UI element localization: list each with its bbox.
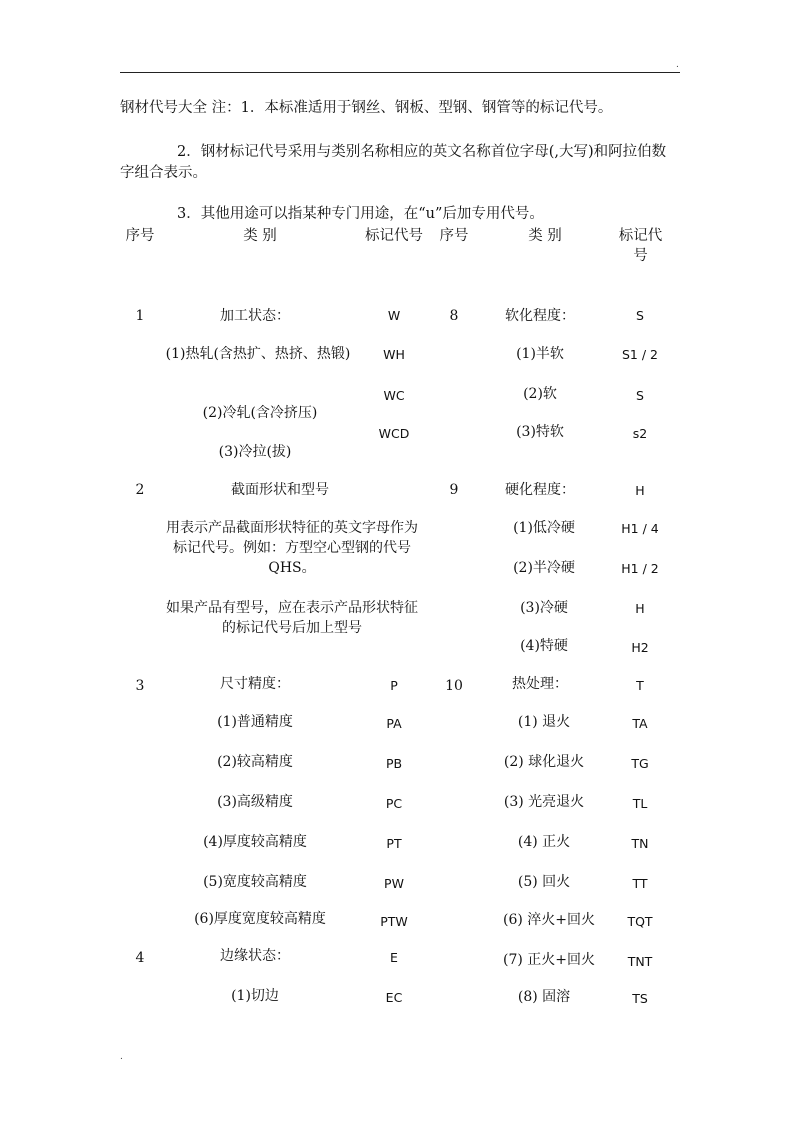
code-value: H2 xyxy=(631,640,649,655)
footer-mark: . xyxy=(120,1052,123,1062)
category-item: (6) 淬火+回火 xyxy=(502,912,595,928)
header-no-left: 序号 xyxy=(125,228,155,244)
category-item: (1) 退火 xyxy=(517,714,571,730)
row-number: 1 xyxy=(135,308,145,324)
code-value: T xyxy=(636,678,644,693)
header-code-right: 标记代号 xyxy=(618,228,663,264)
code-value: W xyxy=(387,308,401,323)
code-value: TN xyxy=(631,836,649,851)
category-item: (1)热轧(含热扩、热挤、热锻) xyxy=(165,346,351,362)
code-value: TA xyxy=(632,716,648,731)
code-value: TQT xyxy=(627,914,653,929)
category-item: (4) 正火 xyxy=(517,834,571,850)
code-value: H xyxy=(635,601,645,616)
category-heading: 截面形状和型号 xyxy=(231,482,329,498)
header-category-right: 类 别 xyxy=(528,228,562,244)
category-item: (2) 球化退火 xyxy=(503,754,585,770)
header-no-right: 序号 xyxy=(439,228,469,244)
category-note: 用表示产品截面形状特征的英文字母作为标记代号。例如：方型空心型钢的代号 QHS。 xyxy=(166,520,418,576)
category-item: (3)高级精度 xyxy=(217,794,293,810)
category-note: 如果产品有型号，应在表示产品形状特征的标记代号后加上型号 xyxy=(166,600,418,636)
code-value: H1 / 4 xyxy=(621,521,659,536)
category-item: (4)特硬 xyxy=(520,638,568,654)
code-value: PT xyxy=(386,836,402,851)
category-item: (4)厚度较高精度 xyxy=(203,834,307,850)
header-code-left: 标记代号 xyxy=(365,228,423,244)
category-heading: 加工状态： xyxy=(220,308,290,324)
category-heading: 热处理： xyxy=(512,676,568,692)
header-category-left: 类 别 xyxy=(243,228,277,244)
code-value: H xyxy=(635,483,645,498)
category-item: (2)冷轧(含冷挤压) xyxy=(202,405,318,421)
category-heading: 边缘状态： xyxy=(220,948,290,964)
category-item: (2)较高精度 xyxy=(217,754,293,770)
category-heading: 尺寸精度： xyxy=(220,676,290,692)
intro-line-3: 3．其他用途可以指某种专门用途，在“u”后加专用代号。 xyxy=(177,206,544,222)
code-value: PTW xyxy=(380,914,408,929)
intro-line-1: 钢材代号大全 注：1．本标准适用于钢丝、钢板、型钢、钢管等的标记代号。 xyxy=(120,100,613,116)
category-item: (5) 回火 xyxy=(517,874,571,890)
category-heading: 软化程度： xyxy=(505,308,575,324)
category-item: (5)宽度较高精度 xyxy=(203,874,307,890)
code-value: WC xyxy=(383,388,405,403)
code-value: TG xyxy=(631,756,649,771)
row-number: 4 xyxy=(135,950,145,966)
row-number: 2 xyxy=(135,482,145,498)
code-value: PC xyxy=(385,796,403,811)
code-value: S xyxy=(636,388,644,403)
category-item: (3)冷硬 xyxy=(520,600,568,616)
code-value: PW xyxy=(384,876,404,891)
header-mark: . xyxy=(676,60,679,70)
category-item: (1)普通精度 xyxy=(217,714,293,730)
category-item: (8) 固溶 xyxy=(517,989,571,1005)
code-value: PA xyxy=(386,716,402,731)
intro-line-2: 2．钢材标记代号采用与类别名称相应的英文名称首位字母(,大写)和阿拉伯数字组合表示。 xyxy=(120,144,667,181)
category-item: (1)切边 xyxy=(231,988,279,1004)
category-item: (3)特软 xyxy=(516,424,564,440)
code-value: TT xyxy=(632,876,648,891)
code-value: PB xyxy=(385,756,403,771)
code-value: WH xyxy=(383,347,405,362)
category-item: (2)软 xyxy=(523,386,557,402)
row-number: 9 xyxy=(449,482,459,498)
code-value: E xyxy=(390,950,398,965)
code-value: P xyxy=(390,678,398,693)
category-item: (6)厚度宽度较高精度 xyxy=(194,911,326,927)
code-value: TNT xyxy=(627,954,653,969)
code-value: WCD xyxy=(378,426,410,441)
category-item: (1)低冷硬 xyxy=(513,520,575,536)
category-item: (3)冷拉(拔) xyxy=(218,444,292,460)
code-value: S1 / 2 xyxy=(622,347,658,362)
category-item: (7) 正火+回火 xyxy=(502,952,595,968)
row-number: 3 xyxy=(135,678,145,694)
code-value: TL xyxy=(632,796,648,811)
category-heading: 硬化程度： xyxy=(505,482,575,498)
row-number: 10 xyxy=(445,678,463,694)
code-value: H1 / 2 xyxy=(621,561,659,576)
header-rule xyxy=(120,72,680,73)
code-value: EC xyxy=(385,990,403,1005)
category-item: (2)半冷硬 xyxy=(513,560,575,576)
code-value: S xyxy=(636,308,644,323)
code-value: s2 xyxy=(632,426,648,441)
code-value: TS xyxy=(632,991,648,1006)
category-item: (3) 光亮退火 xyxy=(503,794,585,810)
category-item: (1)半软 xyxy=(516,346,564,362)
row-number: 8 xyxy=(449,308,459,324)
